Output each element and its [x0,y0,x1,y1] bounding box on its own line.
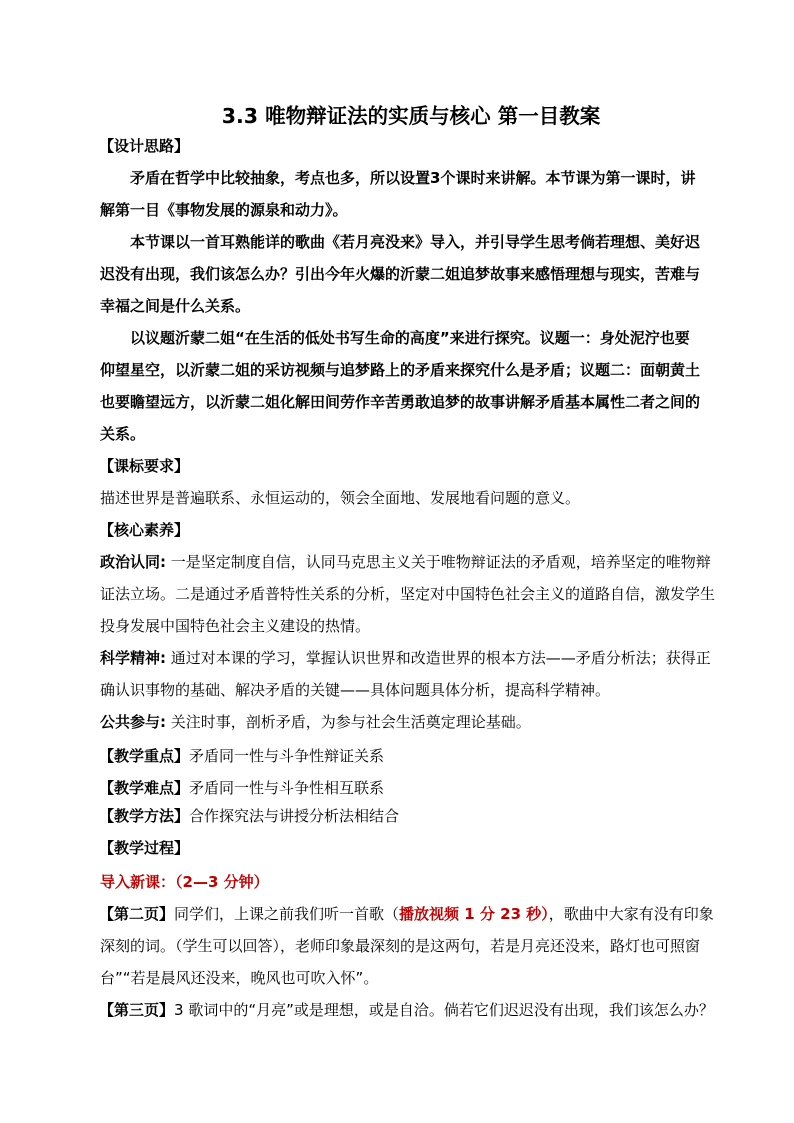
design-heading: 【设计思路】 [99,137,190,155]
political-line1 [100,546,716,578]
key-point-line [99,740,716,772]
page2-text-a: 同学们，上课之前我们听一首歌（ [174,905,400,923]
process-heading: 【教学过程】 [99,839,190,857]
political-line3: 投身发展中国特色社会主义建设的热情。 [100,617,371,635]
public-label: 公共参与: [100,713,166,731]
page3-label: 【第三页】 [99,1001,175,1019]
political-label: 政治认同: [100,553,166,571]
intro-heading: 导入新课：（2—3 分钟） [100,873,269,891]
science-line2: 确认识事物的基础、解决矛盾的关键——具体问题具体分析，提高科学精神。 [100,681,611,699]
difficulty-line [99,772,716,804]
political-line2: 证法立场。二是通过矛盾普特性关系的分析，坚定对中国特色社会主义的道路自信，激发学生 [100,585,716,603]
document-title: 3.3 唯物辩证法的实质与核心 第一目教案 [221,104,601,128]
difficulty-label: 【教学难点】 [99,779,190,797]
standard-text: 描述世界是普遍联系、永恒运动的，领会全面地、发展地看问题的意义。 [100,489,581,507]
science-line1 [100,642,716,674]
method-text: 合作探究法与讲授分析法相结合 [189,807,400,825]
key-point-label: 【教学重点】 [99,747,190,765]
design-p2-line3: 幸福之间是什么关系。 [100,297,251,315]
design-p3-line3: 也要瞻望远方，以沂蒙二姐化解田间劳作辛苦勇敢追梦的故事讲解矛盾基本属性二者之间的 [100,393,701,411]
literacy-heading: 【核心素养】 [99,521,190,539]
page2-video-note: 播放视频 1 分 23 秒） [399,905,549,923]
page2-text-b: ，歌曲中大家有没有印象 [548,905,714,923]
design-p1-line1: 矛盾在哲学中比较抽象，考点也多，所以设置3个课时来讲解。本节课为第一课时，讲 [130,169,696,187]
page2-label: 【第二页】 [99,905,175,923]
method-line [99,804,716,832]
design-p2-line1: 本节课以一首耳熟能详的歌曲《若月亮没来》导入，并引导学生思考倘若理想、美好迟 [130,233,701,251]
page3-text: 3 歌词中的“月亮”或是理想，或是自洽。倘若它们迟迟没有出现，我们该怎么办？ [174,1001,714,1019]
design-p3-line2: 仰望星空，以沂蒙二姐的采访视频与追梦路上的矛盾来探究什么是矛盾；议题二：面朝黄土 [100,361,701,379]
design-p3-line1: 以议题沂蒙二姐“在生活的低处书写生命的高度”来进行探究。议题一：身处泥泞也要 [130,329,690,347]
method-label: 【教学方法】 [99,807,190,825]
design-p1-line2: 解第一目《事物发展的源泉和动力》。 [100,201,348,219]
science-label: 科学精神: [100,649,166,667]
public-line [100,706,716,738]
page3-line [99,994,716,1026]
design-p2-line2: 迟没有出现，我们该怎么办？引出今年火爆的沂蒙二姐追梦故事来感悟理想与现实，苦难与 [100,265,701,283]
political-text-1: 一是坚定制度自信，认同马克思主义关于唯物辩证法的矛盾观，培养坚定的唯物辩 [166,553,711,571]
public-text: 关注时事，剖析矛盾，为参与社会生活奠定理论基础。 [166,713,531,731]
difficulty-text: 矛盾同一性与斗争性相互联系 [189,779,385,797]
page2-line3: 台”“若是晨风还没来，晚风也可吹入怀”。 [100,969,379,987]
design-p3-line4: 关系。 [100,425,146,443]
page2-line1 [99,898,716,930]
page2-line2: 深刻的词。（学生可以回答），老师印象最深刻的是这两句，若是月亮还没来，路灯也可照窗 [100,937,701,955]
key-point-text: 矛盾同一性与斗争性辩证关系 [189,747,385,765]
standard-heading: 【课标要求】 [99,457,190,475]
science-text-1: 通过对本课的学习，掌握认识世界和改造世界的根本方法——矛盾分析法；获得正 [166,649,711,667]
